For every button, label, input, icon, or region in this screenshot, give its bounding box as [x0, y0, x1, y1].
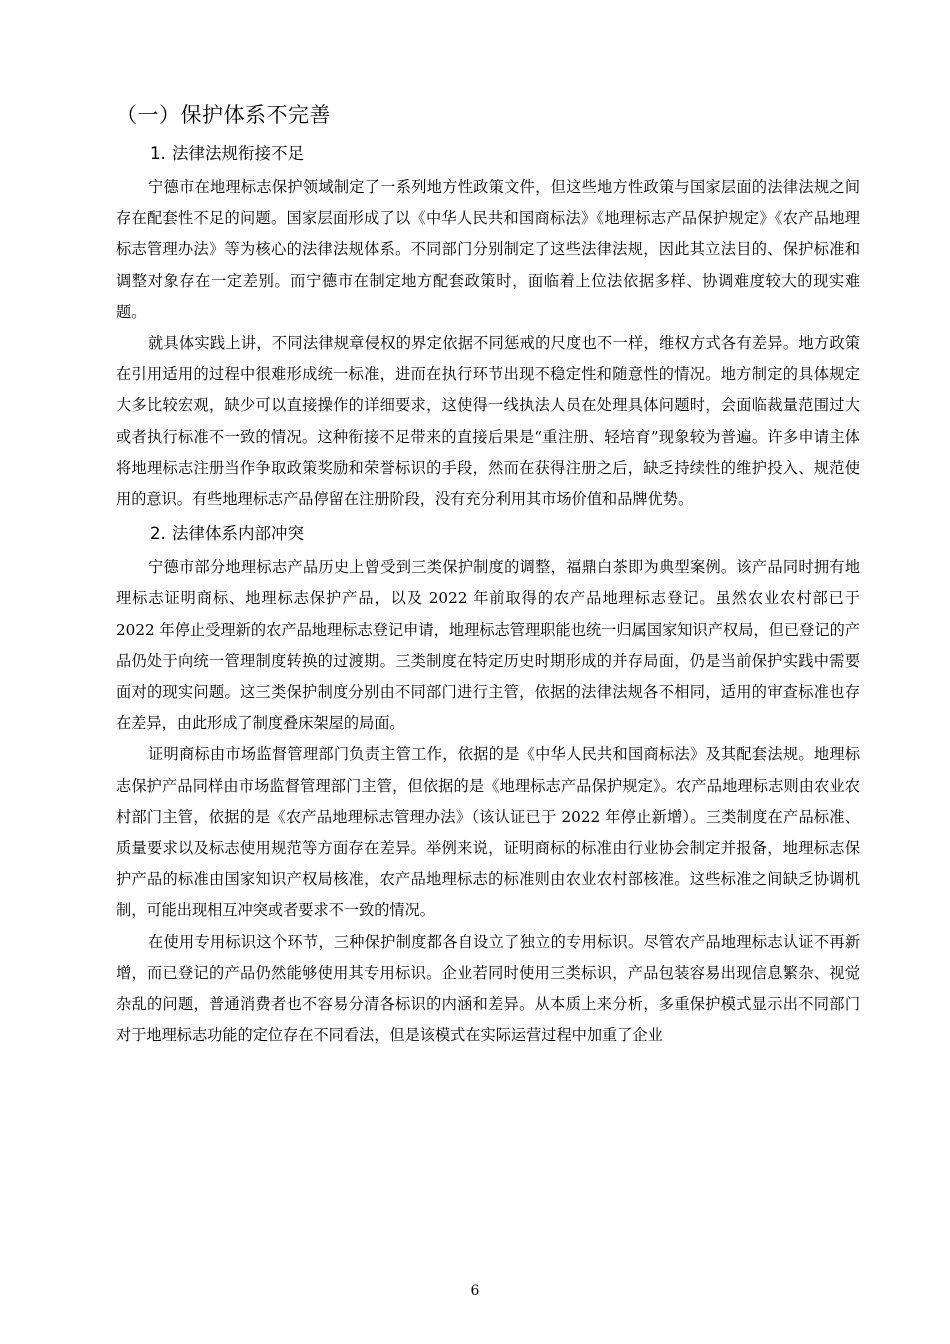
body-paragraph: 宁德市部分地理标志产品历史上曾受到三类保护制度的调整，福鼎白茶即为典型案例。该产品同时拥有地理标志证明商标、地理标志保护产品，以及 2022 年前取得的农产品地理标志登记。虽然农业农村部已于 2022 年停止受理新的农产品地理标志登记申请，地理标志管理职能也统一归属国家知识产权局，但已登记的产品仍处于向统一管理制度转换的过渡期。三类制度在特定历史时期形成的并存局面，仍是当前保护实践中需要面对的现实问题。这三类保护制度分别由不同部门进行主管，依据的法律法规各不相同，适用的审查标准也存在差异，由此形成了制度叠床架屋的局面。: [116, 558, 860, 733]
subsection-title: 法律法规衔接不足: [172, 144, 304, 163]
subsection-heading-1: [116, 139, 860, 169]
document-page: [116, 98, 860, 1051]
subsection-heading-2: [116, 519, 860, 549]
body-paragraph: 宁德市在地理标志保护领域制定了一系列地方性政策文件，但这些地方性政策与国家层面的法律法规之间存在配套性不足的问题。国家层面形成了以《中华人民共和国商标法》《地理标志产品保护规定》《农产品地理标志管理办法》等为核心的法律法规体系。不同部门分别制定了这些法律法规，因此其立法目的、保护标准和调整对象存在一定差别。而宁德市在制定地方配套政策时，面临着上位法依据多样、协调难度较大的现实难题。: [116, 178, 860, 321]
body-paragraph: 证明商标由市场监督管理部门负责主管工作，依据的是《中华人民共和国商标法》及其配套法规。地理标志保护产品同样由市场监督管理部门主管，但依据的是《地理标志产品保护规定》。农产品地理标志则由农业农村部门主管，依据的是《农产品地理标志管理办法》（该认证已于 2022 年停止新增）。三类制度在产品标准、质量要求以及标志使用规范等方面存在差异。举例来说，证明商标的标准由行业协会制定并报备，地理标志保护产品的标准由国家知识产权局核准，农产品地理标志的标准则由农业农村部核准。这些标准之间缺乏协调机制，可能出现相互冲突或者要求不一致的情况。: [116, 745, 860, 920]
body-paragraph: 就具体实践上讲，不同法律规章侵权的界定依据不同惩戒的尺度也不一样，维权方式各有差异。地方政策在引用适用的过程中很难形成统一标准，进而在执行环节出现不稳定性和随意性的情况。地方制定的具体规定大多比较宏观，缺少可以直接操作的详细要求，这使得一线执法人员在处理具体问题时，会面临裁量范围过大或者执行标准不一致的情况。这种衔接不足带来的直接后果是“重注册、轻培育”现象较为普遍。许多申请主体将地理标志注册当作争取政策奖励和荣誉标识的手段，然而在获得注册之后，缺乏持续性的维护投入、规范使用的意识。有些地理标志产品停留在注册阶段，没有充分利用其市场价值和品牌优势。: [116, 334, 860, 509]
section-heading: （一）保护体系不完善: [116, 103, 331, 127]
subsection-number: 2.: [150, 524, 166, 544]
page-number: 6: [470, 1283, 480, 1299]
body-paragraph: 在使用专用标识这个环节，三种保护制度都各自设立了独立的专用标识。尽管农产品地理标志认证不再新增，而已登记的产品仍然能够使用其专用标识。企业若同时使用三类标识，产品包装容易出现信息繁杂、视觉杂乱的问题，普通消费者也不容易分清各标识的内涵和差异。从本质上来分析，多重保护模式显示出不同部门对于地理标志功能的定位存在不同看法，但是该模式在实际运营过程中加重了企业: [116, 932, 860, 1045]
subsection-number: 1.: [150, 144, 166, 163]
subsection-title: 法律体系内部冲突: [172, 524, 304, 544]
